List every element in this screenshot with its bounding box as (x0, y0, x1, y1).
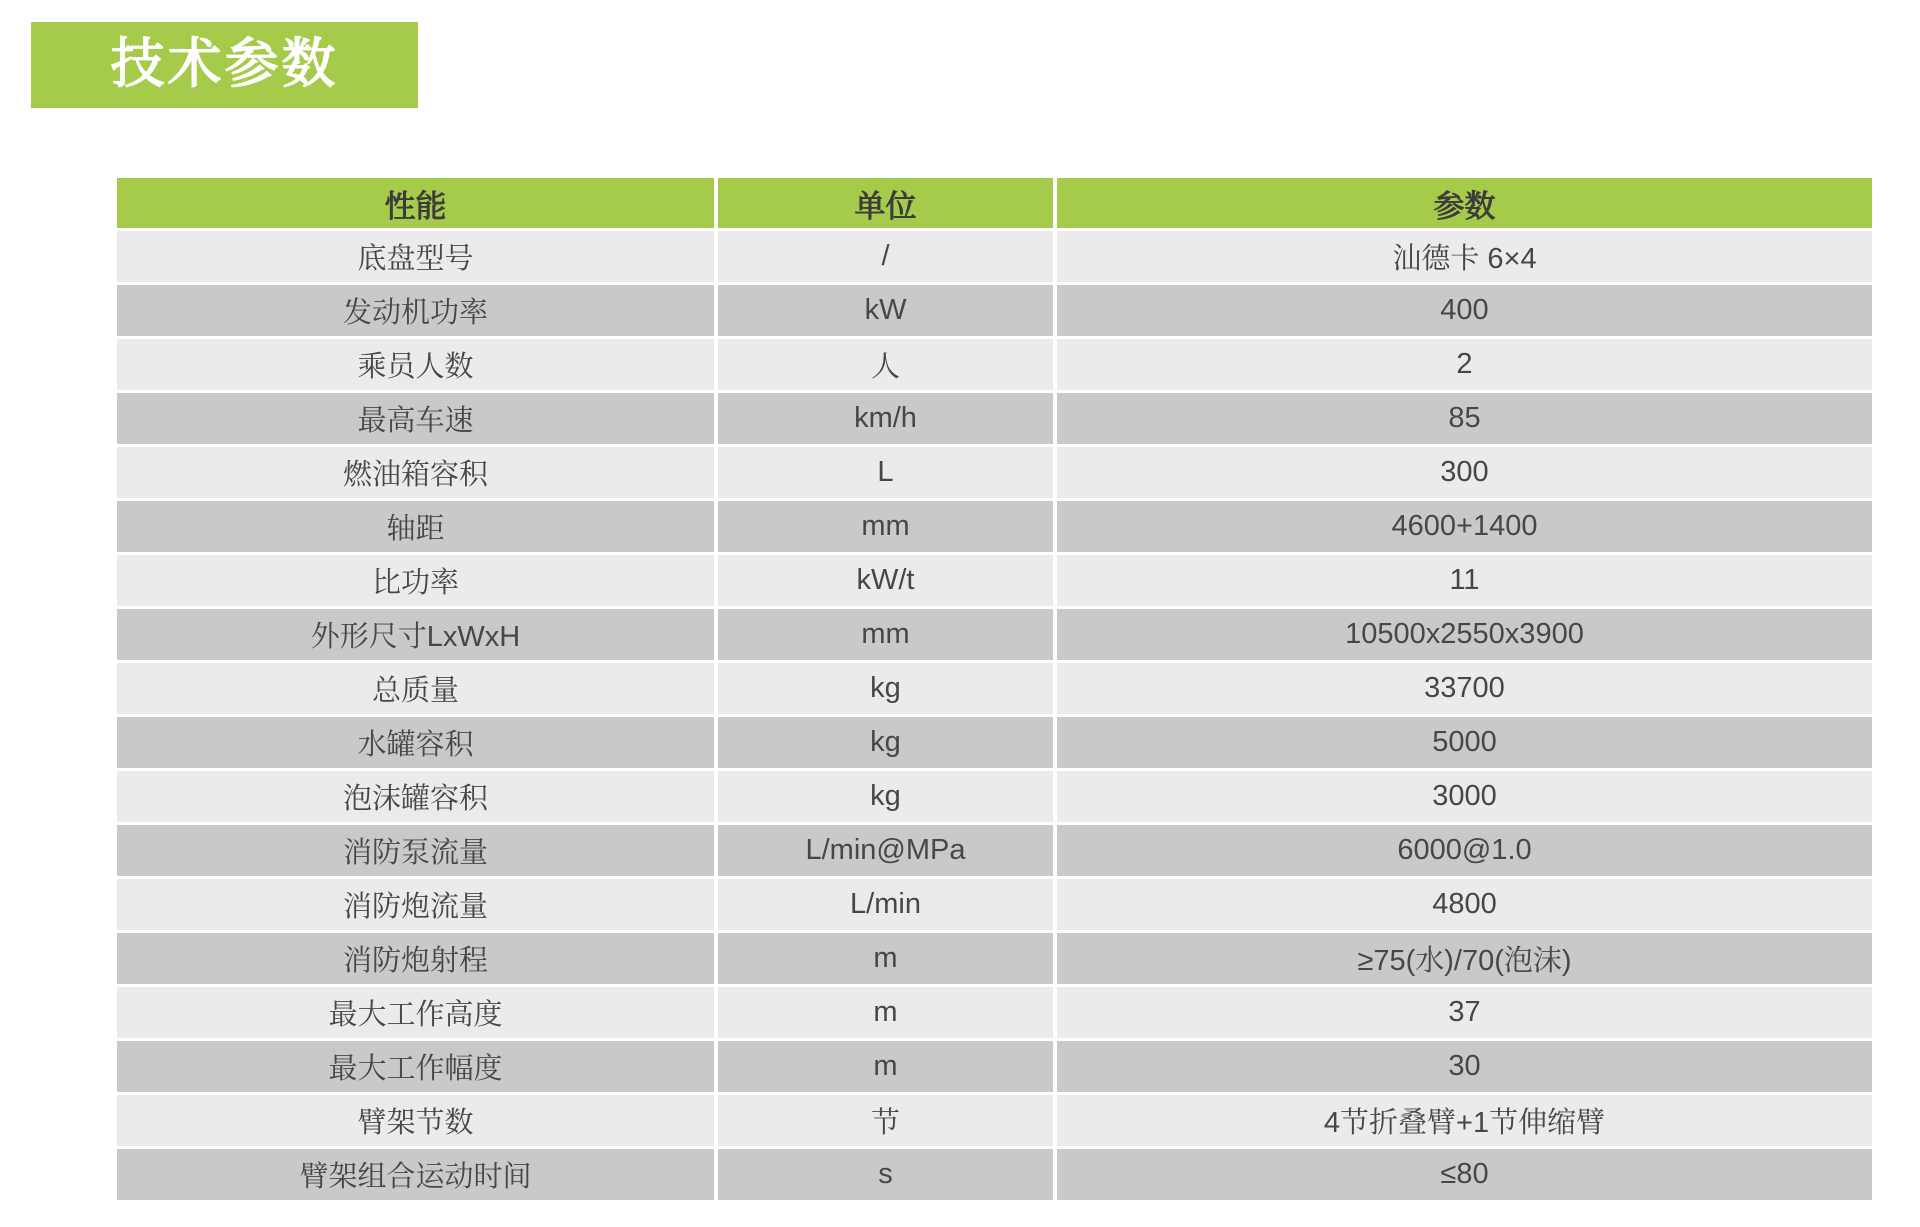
cell-unit: L/min (718, 879, 1053, 930)
page-title: 技术参数 (110, 34, 339, 94)
cell-property: 乘员人数 (117, 339, 714, 390)
cell-value: 4600+1400 (1057, 501, 1872, 552)
cell-value: 33700 (1057, 663, 1872, 714)
cell-unit: mm (718, 501, 1053, 552)
cell-unit: kg (718, 663, 1053, 714)
cell-value: 30 (1057, 1041, 1872, 1092)
cell-unit: kg (718, 771, 1053, 822)
cell-unit: s (718, 1149, 1053, 1200)
column-header-value: 参数 (1057, 178, 1872, 228)
cell-unit: / (718, 231, 1053, 282)
cell-property: 消防炮射程 (117, 933, 714, 984)
cell-unit: kg (718, 717, 1053, 768)
cell-property: 最大工作高度 (117, 987, 714, 1038)
cell-value: 37 (1057, 987, 1872, 1038)
column-header-property: 性能 (117, 178, 714, 228)
cell-property: 底盘型号 (117, 231, 714, 282)
cell-value: ≥75(水)/70(泡沫) (1057, 933, 1872, 984)
cell-property: 消防炮流量 (117, 879, 714, 930)
cell-value: 10500x2550x3900 (1057, 609, 1872, 660)
cell-property: 轴距 (117, 501, 714, 552)
cell-property: 外形尺寸LxWxH (117, 609, 714, 660)
cell-unit: kW (718, 285, 1053, 336)
cell-value: 85 (1057, 393, 1872, 444)
cell-value: 300 (1057, 447, 1872, 498)
cell-value: 2 (1057, 339, 1872, 390)
spec-table (117, 178, 1872, 1200)
cell-unit: m (718, 1041, 1053, 1092)
cell-unit: L (718, 447, 1053, 498)
cell-property: 水罐容积 (117, 717, 714, 768)
cell-value: 汕德卡 6×4 (1057, 231, 1872, 282)
cell-property: 发动机功率 (117, 285, 714, 336)
cell-value: 4节折叠臂+1节伸缩臂 (1057, 1095, 1872, 1146)
cell-value: 3000 (1057, 771, 1872, 822)
cell-property: 燃油箱容积 (117, 447, 714, 498)
cell-property: 最高车速 (117, 393, 714, 444)
cell-value: 4800 (1057, 879, 1872, 930)
cell-unit: km/h (718, 393, 1053, 444)
cell-unit: m (718, 933, 1053, 984)
cell-property: 消防泵流量 (117, 825, 714, 876)
title-banner (31, 22, 418, 108)
column-header-unit: 单位 (718, 178, 1053, 228)
cell-value: 6000@1.0 (1057, 825, 1872, 876)
cell-unit: m (718, 987, 1053, 1038)
cell-unit: mm (718, 609, 1053, 660)
cell-unit: kW/t (718, 555, 1053, 606)
cell-property: 臂架组合运动时间 (117, 1149, 714, 1200)
cell-property: 总质量 (117, 663, 714, 714)
cell-property: 泡沫罐容积 (117, 771, 714, 822)
cell-property: 最大工作幅度 (117, 1041, 714, 1092)
cell-property: 臂架节数 (117, 1095, 714, 1146)
cell-value: 400 (1057, 285, 1872, 336)
cell-unit: L/min@MPa (718, 825, 1053, 876)
cell-value: 11 (1057, 555, 1872, 606)
cell-value: 5000 (1057, 717, 1872, 768)
cell-unit: 人 (718, 339, 1053, 390)
cell-property: 比功率 (117, 555, 714, 606)
cell-value: ≤80 (1057, 1149, 1872, 1200)
cell-unit: 节 (718, 1095, 1053, 1146)
